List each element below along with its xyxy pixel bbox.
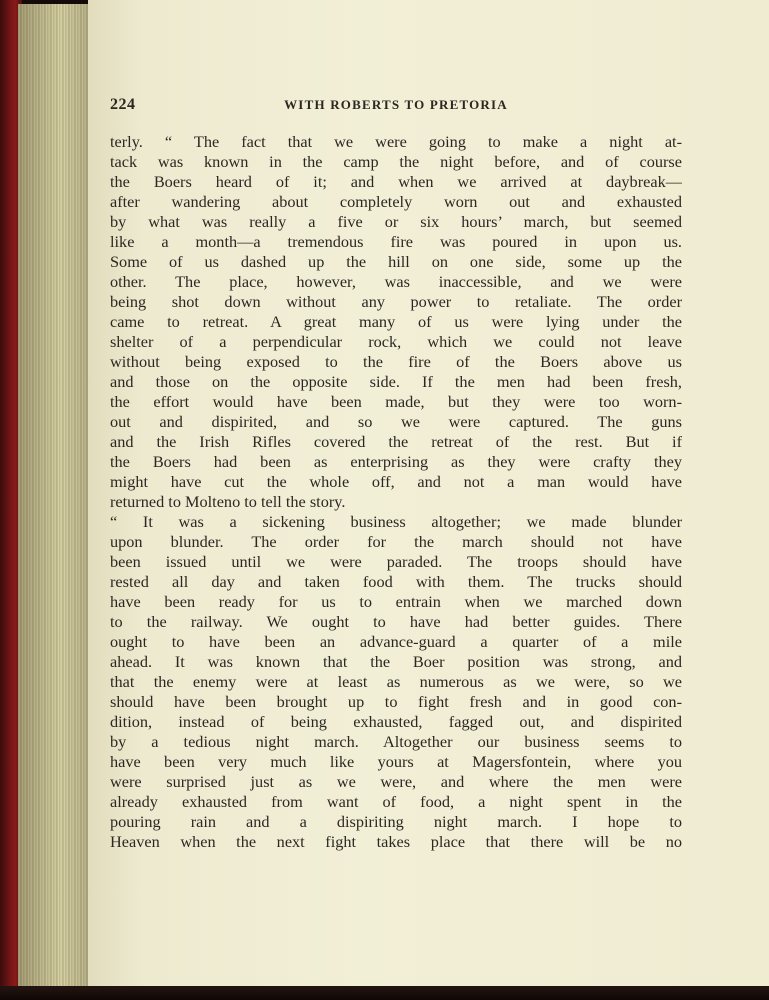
text-line: the effort would have been made, but they were too worn- [110,392,682,411]
text-line: shelter of a perpendicular rock, which we could not leave [110,332,682,351]
text-line: tack was known in the camp the night before, and of course [110,152,682,171]
text-line: to the railway. We ought to have had better guides. There [110,612,682,631]
text-line: out and dispirited, and so we were captured. The guns [110,412,682,431]
text-line: returned to Molteno to tell the story. [110,492,346,511]
text-line: and those on the opposite side. If the men had been fresh, [110,372,682,391]
text-line: other. The place, however, was inaccessible, and we were [110,272,682,291]
running-head: WITH ROBERTS TO PRETORIA [284,97,508,112]
text-line: have been very much like yours at Magersfontein, where you [110,752,682,771]
page-edges [18,4,97,988]
page-number: 224 [110,96,136,113]
text-line: dition, instead of being exhausted, fagged out, and dispirited [110,712,682,731]
text-line: Heaven when the next fight takes place that there will be no [110,832,682,851]
text-line: the Boers heard of it; and when we arrived at daybreak— [110,172,682,191]
text-line: after wandering about completely worn out and exhausted [110,192,682,211]
text-line: by a tedious night march. Altogether our business seems to [110,732,682,751]
text-line: terly. “ The fact that we were going to make a night at- [110,132,682,151]
text-line: that the enemy were at least as numerous as we were, so we [110,672,682,691]
text-line: Some of us dashed up the hill on one side, some up the [110,252,682,271]
text-line: like a month—a tremendous fire was poured in upon us. [110,232,682,251]
page-header [110,96,682,116]
text-line: ahead. It was known that the Boer position was strong, and [110,652,682,671]
text-line: upon blunder. The order for the march should not have [110,532,682,551]
text-line: “ It was a sickening business altogether; we made blunder [110,512,682,531]
text-line: came to retreat. A great many of us were lying under the [110,312,682,331]
text-line: being shot down without any power to retaliate. The order [110,292,682,311]
text-line: might have cut the whole off, and not a man would have [110,472,682,491]
bottom-binding [0,986,769,1000]
text-line: have been ready for us to entrain when we marched down [110,592,682,611]
text-line: ought to have been an advance-guard a quarter of a mile [110,632,682,651]
text-line: already exhausted from want of food, a night spent in the [110,792,682,811]
text-line: should have been brought up to fight fresh and in good con- [110,692,682,711]
text-line: were surprised just as we were, and where the men were [110,772,682,791]
text-line: by what was really a five or six hours’ march, but seemed [110,212,682,231]
text-line: rested all day and taken food with them. The trucks should [110,572,682,591]
text-line: the Boers had been as enterprising as they were crafty they [110,452,682,471]
text-line: pouring rain and a dispiriting night march. I hope to [110,812,682,831]
text-line: without being exposed to the fire of the Boers above us [110,352,682,371]
text-line: been issued until we were paraded. The troops should have [110,552,682,571]
body-text [110,132,682,852]
text-line: and the Irish Rifles covered the retreat of the rest. But if [110,432,682,451]
